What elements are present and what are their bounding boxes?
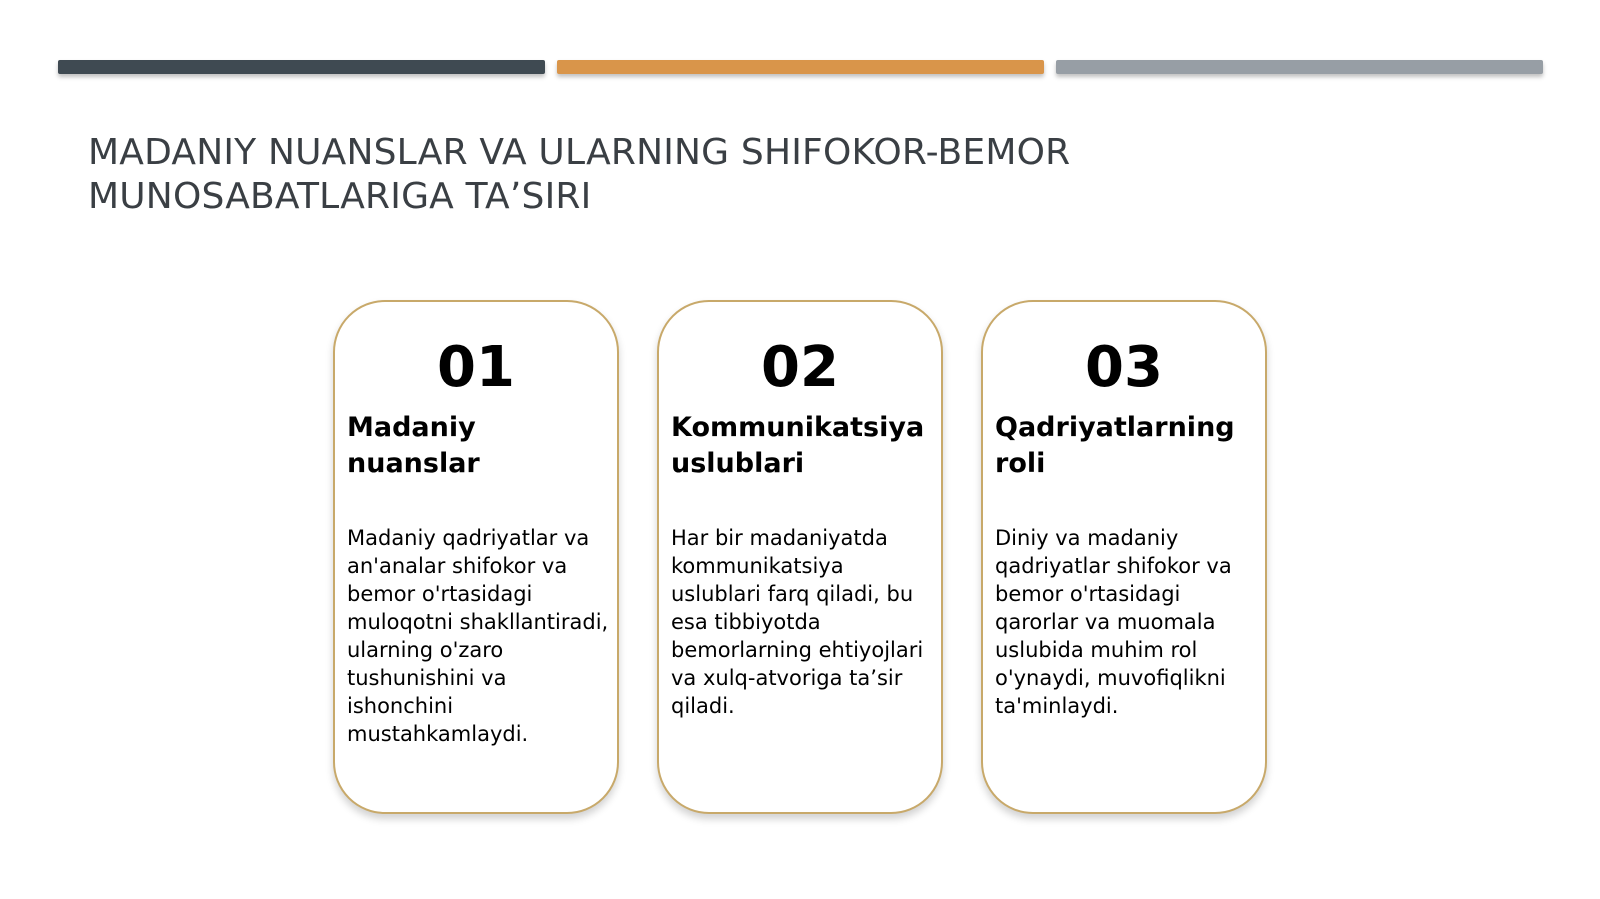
card-heading: Kommunikatsiya uslublari — [671, 412, 925, 479]
card-madaniy-nuanslar — [333, 300, 619, 814]
slide-title: MADANIY NUANSLAR VA ULARNING SHIFOKOR-BEMOR MUNOSABATLARIGA TA’SIRI — [88, 132, 1071, 217]
card-body: Diniy va madaniy qadriyatlar shifokor va bemor o'rtasidagi qarorlar va muomala uslubida muhim rol o'ynaydi, muvofiqlikni ta'minlaydi. — [995, 526, 1232, 718]
accent-bar-orange — [557, 60, 1044, 74]
card-number: 02 — [761, 335, 839, 400]
card-heading: Madaniy nuanslar — [347, 412, 480, 479]
card-qadriyatlarning-roli — [981, 300, 1267, 814]
accent-bar-gray — [1056, 60, 1543, 74]
card-number: 01 — [437, 335, 515, 400]
card-number: 03 — [1085, 335, 1163, 400]
card-body: Madaniy qadriyatlar va an'analar shifokor va bemor o'rtasidagi muloqotni shakllantiradi, ularning o'zaro tushunishini va ishonchini mustahkamlaydi. — [347, 526, 609, 746]
card-heading: Qadriyatlarning roli — [995, 412, 1235, 479]
accent-bar-dark — [58, 60, 545, 74]
card-body: Har bir madaniyatda kommunikatsiya uslublari farq qiladi, bu esa tibbiyotda bemorlarning ehtiyojlari va xulq-atvoriga ta’sir qiladi. — [671, 526, 924, 718]
card-kommunikatsiya-uslublari — [657, 300, 943, 814]
